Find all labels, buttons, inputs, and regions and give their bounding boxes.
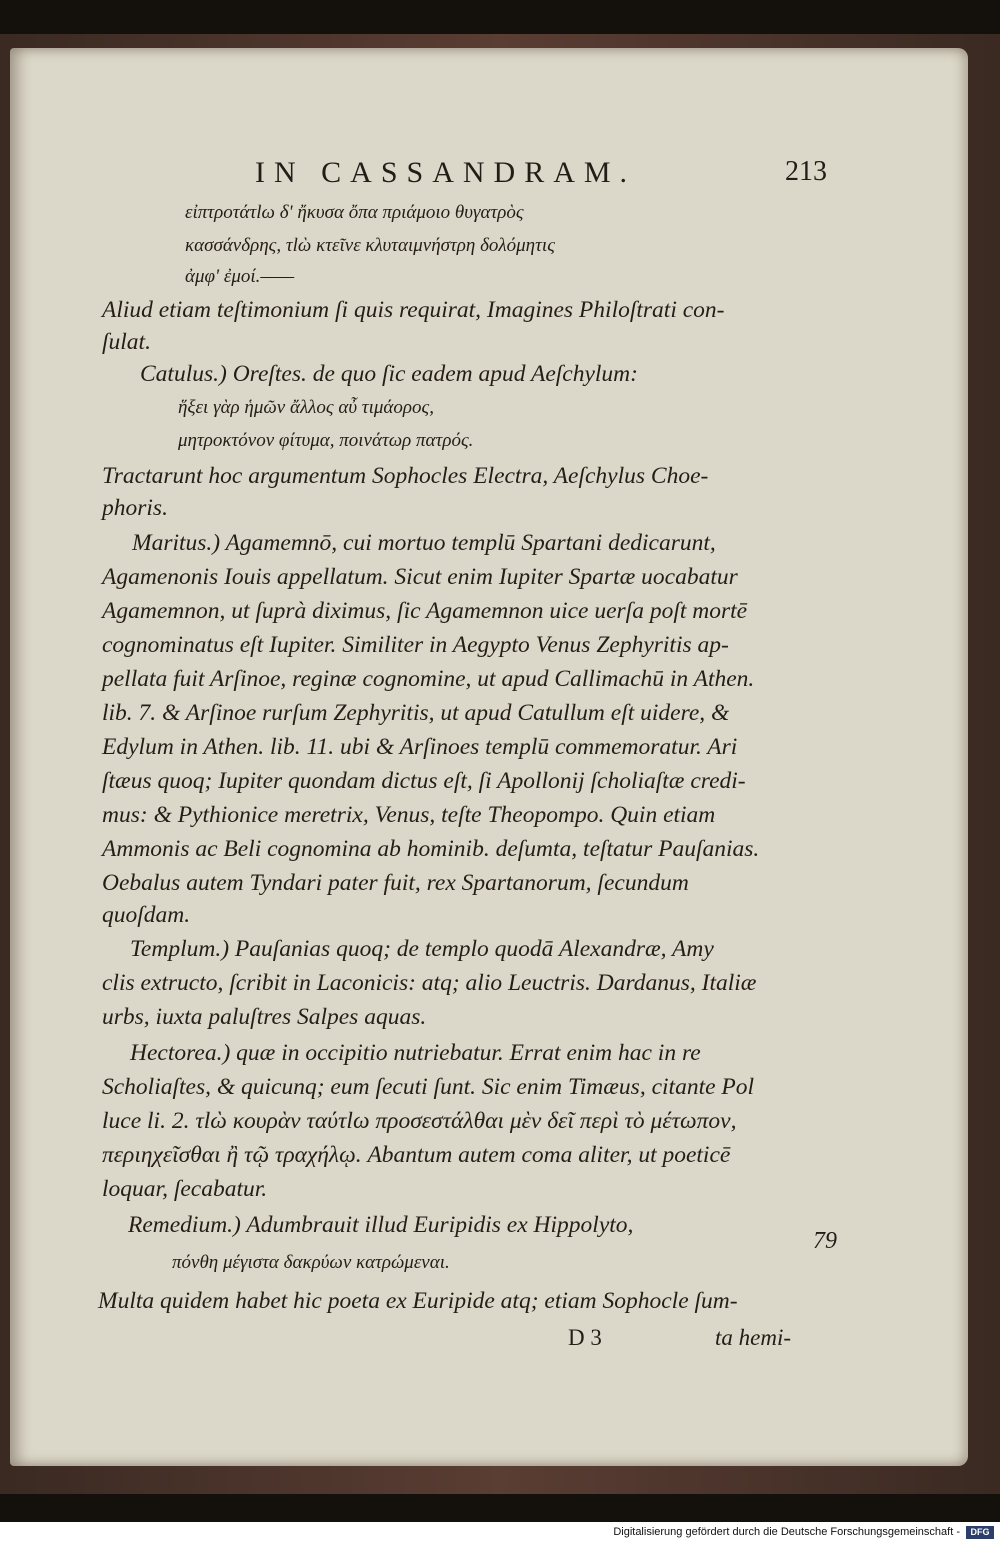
text-line: μητροκτόνον φίτυμα, ποινάτωρ πατρός. (178, 430, 474, 451)
text-line: phoris. (102, 495, 168, 521)
text-line: πόνθη μέγιστα δακρύων κατρώμεναι. (172, 1252, 450, 1273)
text-line: Ammonis ac Beli cognomina ab hominib. deſumta, teſtatur Pauſanias. (102, 836, 760, 862)
margin-note: 79 (813, 1228, 837, 1254)
text-line: Maritus.) Agamemnō, cui mortuo templū Spartani dedicarunt, (132, 530, 716, 556)
text-line: Tractarunt hoc argumentum Sophocles Electra, Aeſchylus Choe- (102, 463, 709, 489)
footer-credit: Digitalisierung gefördert durch die Deutsche Forschungsgemeinschaft - (613, 1526, 960, 1538)
text-line: loquar, ſecabatur. (102, 1176, 268, 1202)
text-line: luce li. 2. τlὼ κουρὰν ταύτlω προσεστάλθαι μὲν δεῖ περὶ τὸ μέτωπον, (102, 1108, 737, 1134)
text-line: κασσάνδρης, τlὼ κτεῖνε κλυταιμνήστρη δολόμητις (185, 235, 555, 256)
text-line: clis extructo, ſcribit in Laconicis: atq; alio Leuctris. Dardanus, Italiæ (102, 970, 757, 996)
text-line: Templum.) Pauſanias quoq; de templo quodā Alexandræ, Amy (130, 936, 714, 962)
text-line: Agamemnon, ut ſuprà diximus, ſic Agamemnon uice uerſa poſt mortē (102, 598, 748, 624)
text-line: περιηχεῖσθαι ἢ τῷ τραχήλῳ. Abantum autem coma aliter, ut poeticē (102, 1142, 731, 1168)
text-line: Remedium.) Adumbrauit illud Euripidis ex Hippolyto, (128, 1212, 634, 1238)
signature-mark: D 3 (568, 1325, 602, 1350)
text-line: ἥξει γὰρ ἡμῶν ἄλλος αὖ τιμάορος, (178, 397, 434, 418)
text-line: pellata fuit Arſinoe, reginæ cognomine, ut apud Callimachū in Athen. (102, 666, 755, 692)
text-line: ἀμφ' ἐμοί.—— (185, 266, 295, 287)
page-text-block (10, 48, 968, 1466)
text-line: ſulat. (102, 329, 151, 355)
dfg-logo: DFG (966, 1526, 994, 1539)
text-line: urbs, iuxta paluſtres Salpes aquas. (102, 1004, 427, 1030)
text-line: Aliud etiam teſtimonium ſi quis requirat, Imagines Philoſtrati con- (102, 297, 725, 323)
text-line: ſtæus quoq; Iupiter quondam dictus eſt, ſi Apollonij ſcholiaſtæ credi- (102, 768, 746, 794)
text-line: εἰπτροτάτlω δ' ἤκυσα ὄπα πριάμοιο θυγατρὸς (185, 202, 524, 223)
running-title: IN CASSANDRAM. (255, 156, 637, 189)
text-line: Hectorea.) quæ in occipitio nutriebatur. Errat enim hac in re (130, 1040, 701, 1066)
text-line: cognominatus eſt Iupiter. Similiter in Aegypto Venus Zephyritis ap- (102, 632, 729, 658)
book-page (10, 48, 968, 1466)
page-number: 213 (785, 156, 827, 187)
text-line: mus: & Pythionice meretrix, Venus, teſte Theopompo. Quin etiam (102, 802, 716, 828)
text-line: quoſdam. (102, 902, 191, 928)
text-line: Edylum in Athen. lib. 11. ubi & Arſinoes templū commemoratur. Ari (102, 734, 738, 760)
text-line: Oebalus autem Tyndari pater fuit, rex Spartanorum, ſecundum (102, 870, 689, 896)
text-line: Multa quidem habet hic poeta ex Euripide atq; etiam Sophocle ſum- (98, 1288, 738, 1314)
footer-bar (0, 1522, 1000, 1544)
text-line: Scholiaſtes, & quicunq; eum ſecuti ſunt. Sic enim Timæus, citante Pol (102, 1074, 755, 1100)
text-line: Catulus.) Oreſtes. de quo ſic eadem apud Aeſchylum: (140, 361, 638, 387)
text-line: Agamenonis Iouis appellatum. Sicut enim Iupiter Spartæ uocabatur (102, 564, 738, 590)
catchword: ta hemi- (715, 1325, 792, 1350)
text-line: lib. 7. & Arſinoe rurſum Zephyritis, ut apud Catullum eſt uidere, & (102, 700, 730, 726)
